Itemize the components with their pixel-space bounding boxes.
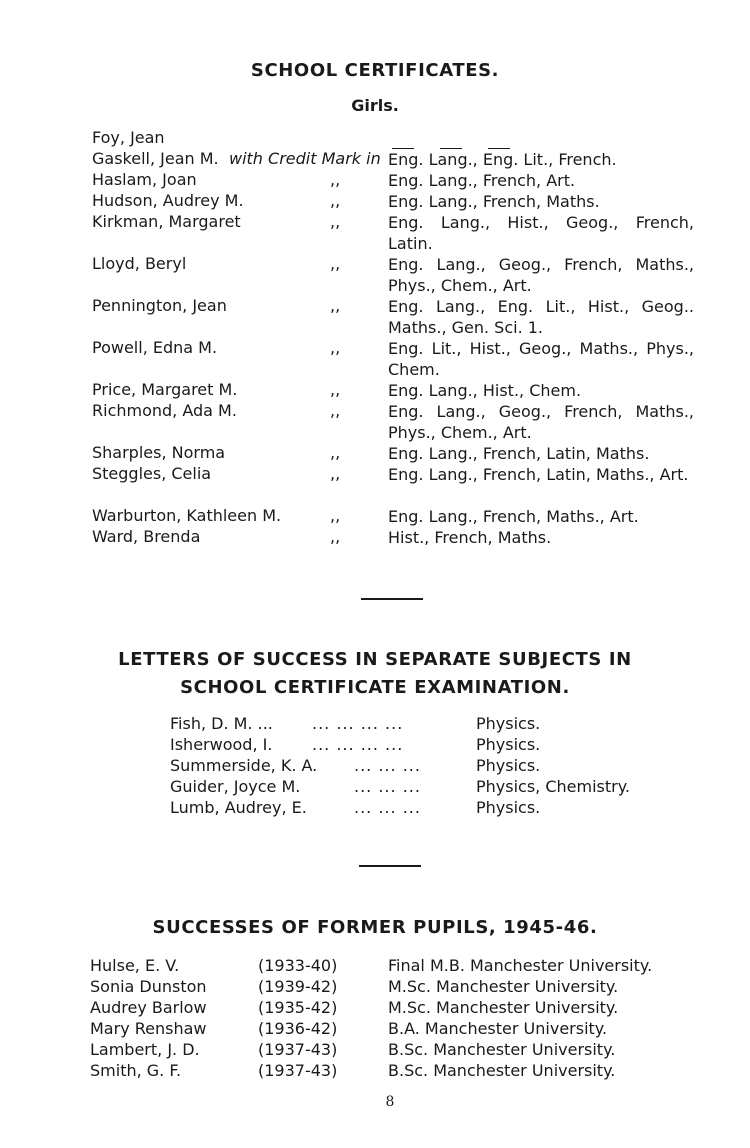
leader-dots: ... ... ... ... [312,714,404,733]
section-divider [359,865,421,867]
pupil-subjects: Eng. Lit., Hist., Geog., Maths., Phys., Chem. [388,339,694,379]
table-row [0,1061,750,1082]
pupil-name: Gaskell, Jean M. [92,149,219,168]
table-row [0,149,750,170]
pupil-name: Richmond, Ada M. [92,401,237,420]
ditto-mark: ,, [330,506,341,525]
table-row [0,714,750,735]
pupil-subjects: Physics. [476,756,541,775]
table-row [0,338,750,379]
pupil-years: (1937-43) [258,1061,338,1080]
pupil-subjects: Eng. Lang., Geog., French, Maths., Phys., Chem., Art. [388,255,694,295]
ditto-mark: ,, [330,527,341,546]
letters-of-success-heading-line1: LETTERS OF SUCCESS IN SEPARATE SUBJECTS IN [118,649,632,670]
pupil-degree: M.Sc. Manchester University. [388,977,619,996]
credit-note: with Credit Mark in [229,149,381,168]
table-row [0,170,750,191]
pupil-name: Hudson, Audrey M. [92,191,244,210]
pupil-subjects: Eng. Lang., French, Art. [388,171,576,190]
pupil-years: (1935-42) [258,998,338,1017]
pupil-name: Guider, Joyce M. [170,777,301,796]
pupil-subjects: Physics. [476,714,541,733]
pupil-name: Smith, G. F. [90,1061,182,1080]
ditto-mark: ,, [330,464,341,483]
pupil-subjects: Physics. [476,798,541,817]
table-row [0,998,750,1019]
pupil-name: Hulse, E. V. [90,956,180,975]
pupil-name: Steggles, Celia [92,464,212,483]
pupil-years: (1933-40) [258,956,338,975]
pupil-name: Isherwood, I. [170,735,273,754]
section-divider [361,598,423,600]
pupil-name: Price, Margaret M. [92,380,238,399]
table-row [0,527,750,548]
pupil-subjects: Physics. [476,735,541,754]
table-row [0,735,750,756]
pupil-subjects: Eng. Lang., French, Maths., Art. [388,507,639,526]
ditto-mark: ,, [330,191,341,210]
table-row [0,443,750,464]
pupil-name: Powell, Edna M. [92,338,218,357]
pupil-name: Mary Renshaw [90,1019,207,1038]
pupil-subjects: Eng. Lang., French, Latin, Maths. [388,444,650,463]
leader-dots: ... ... ... [354,777,421,796]
pupil-name: Haslam, Joan [92,170,197,189]
pupil-name: Fish, D. M. ... [170,714,273,733]
page-number: 8 [385,1094,395,1110]
pupil-name: Sharples, Norma [92,443,226,462]
ditto-mark: ,, [330,254,341,273]
girls-subheading: Girls. [351,96,399,115]
ditto-mark: ,, [330,170,341,189]
pupil-subjects: Eng. Lang., Geog., French, Maths., Phys., Chem., Art. [388,402,694,442]
pupil-name: Foy, Jean [92,128,165,147]
pupil-name: Sonia Dunston [90,977,207,996]
pupil-name: Pennington, Jean [92,296,227,315]
ditto-mark: ,, [330,338,341,357]
pupil-years: (1937-43) [258,1040,338,1059]
pupil-name: Summerside, K. A. [170,756,318,775]
pupil-subjects: Eng. Lang., Hist., Chem. [388,381,582,400]
leader-dots: ... ... ... ... [312,735,404,754]
pupil-name: Kirkman, Margaret [92,212,241,231]
table-row [0,296,750,337]
table-row [0,506,750,527]
pupil-subjects: Eng. Lang., French, Latin, Maths., Art. [388,465,689,484]
pupil-name: Audrey Barlow [90,998,207,1017]
table-row [0,464,750,485]
pupil-subjects: Eng. Lang., Eng. Lit., Hist., Geog.. Maths., Gen. Sci. 1. [388,297,694,337]
pupil-degree: Final M.B. Manchester University. [388,956,653,975]
leader-dots: ... ... ... [354,756,421,775]
ditto-mark: ,, [330,443,341,462]
pupil-degree: B.A. Manchester University. [388,1019,608,1038]
table-row [0,1040,750,1061]
ditto-mark: ,, [330,380,341,399]
table-row [0,977,750,998]
table-row [0,191,750,212]
pupil-degree: B.Sc. Manchester University. [388,1061,616,1080]
ditto-mark: ,, [330,212,341,231]
table-row [0,254,750,295]
table-row [0,777,750,798]
pupil-name: Ward, Brenda [92,527,201,546]
table-row [0,756,750,777]
ditto-mark: ,, [330,401,341,420]
pupil-subjects: Eng. Lang., Eng. Lit., French. [388,150,617,169]
table-row [0,956,750,977]
ditto-mark: ,, [330,296,341,315]
pupil-name: Lloyd, Beryl [92,254,187,273]
table-row [0,212,750,253]
pupil-years: (1936-42) [258,1019,338,1038]
table-row [0,380,750,401]
table-row [0,128,750,149]
pupil-degree: B.Sc. Manchester University. [388,1040,616,1059]
table-row [0,401,750,442]
leader-dots: ... ... ... [354,798,421,817]
pupil-years: (1939-42) [258,977,338,996]
table-row [0,798,750,819]
table-row [0,1019,750,1040]
pupil-subjects: Hist., French, Maths. [388,528,552,547]
school-certificates-heading: SCHOOL CERTIFICATES. [250,60,500,81]
pupil-name: Warburton, Kathleen M. [92,506,282,525]
former-pupils-heading: SUCCESSES OF FORMER PUPILS, 1945-46. [152,917,598,938]
pupil-name: Lumb, Audrey, E. [170,798,307,817]
pupil-name: Lambert, J. D. [90,1040,200,1059]
letters-of-success-heading-line2: SCHOOL CERTIFICATE EXAMINATION. [180,677,570,698]
pupil-subjects: Physics, Chemistry. [476,777,630,796]
pupil-subjects: Eng. Lang., Hist., Geog., French, Latin. [388,213,694,253]
pupil-subjects: Eng. Lang., French, Maths. [388,192,600,211]
pupil-degree: M.Sc. Manchester University. [388,998,619,1017]
